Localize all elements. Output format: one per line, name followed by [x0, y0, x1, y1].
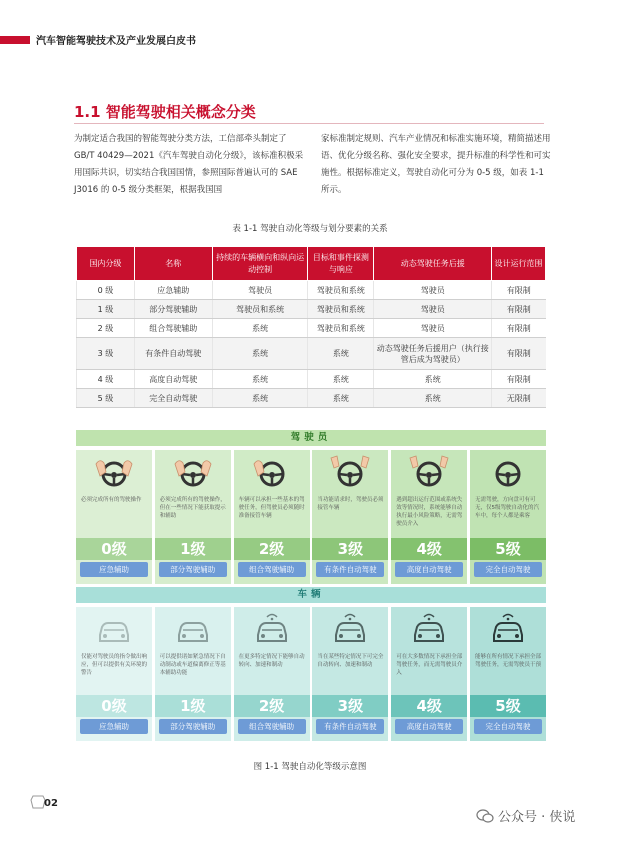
- table-cell: 完全自动驾驶: [134, 389, 212, 408]
- card-description: 无需驾驶，方向盘可有可无，仅5级驾驶自动化的汽车中，每个人都是乘客: [474, 497, 539, 519]
- table-row: [77, 338, 546, 370]
- card-illustration: [312, 607, 388, 651]
- card-description: 遇到超出运行范围或系统失效等情况时，系统能够自动执行最小风险策略，无需驾驶员介入: [396, 497, 463, 527]
- card-level-number: 1级: [155, 538, 231, 560]
- table-cell: 有限制: [492, 370, 546, 389]
- car-icon: [486, 611, 530, 647]
- table-cell: 0 级: [77, 281, 135, 300]
- page-number: 02: [44, 798, 58, 809]
- table-cell: 驾驶员: [374, 319, 492, 338]
- card-level-name: 组合驾驶辅助: [238, 719, 306, 734]
- table-cell: 有限制: [492, 281, 546, 300]
- steering-wheel-icon: [486, 454, 530, 490]
- card-illustration: [76, 607, 152, 651]
- table-cell: 高度自动驾驶: [134, 370, 212, 389]
- card-illustration: [391, 450, 467, 494]
- card-description: 必须完成所有的驾驶操作: [81, 497, 142, 503]
- card-level-number: 3级: [312, 538, 388, 560]
- table-cell: 系统: [212, 319, 308, 338]
- table-cell: 系统: [212, 370, 308, 389]
- table-cell: 系统: [308, 389, 374, 408]
- table-cell: 应急辅助: [134, 281, 212, 300]
- document-header-title: 汽车智能驾驶技术及产业发展白皮书: [36, 36, 196, 47]
- card-illustration: [155, 607, 231, 651]
- table-header-cell: 动态驾驶任务后援: [374, 247, 492, 281]
- figure-caption: 图 1-1 驾驶自动化等级示意图: [253, 762, 367, 772]
- card-illustration: [470, 450, 546, 494]
- card-level-name: 有条件自动驾驶: [316, 719, 384, 734]
- table-header-cell: 持续的车辆横向和纵向运动控制: [212, 247, 308, 281]
- watermark-text: 公众号 · 侠说: [498, 810, 576, 825]
- card-illustration: [155, 450, 231, 494]
- table-row: [77, 281, 546, 300]
- steering-wheel-icon: [328, 454, 372, 490]
- steering-wheel-icon: [92, 454, 136, 490]
- card-description: 在更多特定情况下能够自动转向、加速和制动: [238, 654, 305, 668]
- driver-level-card: [312, 450, 388, 584]
- watermark: [476, 806, 575, 825]
- card-level-name: 应急辅助: [80, 719, 148, 734]
- vehicle-level-card: [470, 607, 546, 741]
- card-illustration: [234, 450, 310, 494]
- table-cell: 系统: [308, 370, 374, 389]
- car-icon: [250, 611, 294, 647]
- driver-cards-row: [76, 450, 546, 584]
- card-description: 可以提供诸如紧急情况下自动制动或车道偏离修正等基本辅助功能: [159, 654, 226, 676]
- table-cell: 无限制: [492, 389, 546, 408]
- car-icon: [92, 611, 136, 647]
- table-header-cell: 目标和事件探测与响应: [308, 247, 374, 281]
- card-illustration: [76, 450, 152, 494]
- card-level-number: 4级: [391, 695, 467, 717]
- table-cell: 系统: [374, 370, 492, 389]
- section-divider: [74, 123, 544, 124]
- vehicle-level-card: [312, 607, 388, 741]
- table-row: [77, 300, 546, 319]
- card-level-name: 应急辅助: [80, 562, 148, 577]
- card-description: 必须完成所有的驾驶操作，但在一些情况下能获取提示和辅助: [159, 497, 226, 519]
- table-cell: 驾驶员: [374, 300, 492, 319]
- card-illustration: [234, 607, 310, 651]
- vehicle-level-card: [155, 607, 231, 741]
- intro-paragraph-left: 为制定适合我国的智能驾驶分类方法，工信部牵头制定了 GB/T 40429—2021《汽车驾驶自动化分级》，该标准积极采用国际共识，切实结合我国国情，参照国际普遍认可的 SAE J3016 的 0-5 级分类框架，根据我国国: [74, 134, 304, 195]
- table-cell: 有限制: [492, 300, 546, 319]
- driver-level-card: [391, 450, 467, 584]
- steering-wheel-icon: [250, 454, 294, 490]
- table-header-row: [77, 247, 546, 281]
- table-cell: 组合驾驶辅助: [134, 319, 212, 338]
- steering-wheel-icon: [407, 454, 451, 490]
- table-cell: 动态驾驶任务后援用户（执行接管后成为驾驶员）: [374, 338, 492, 370]
- vehicle-level-card: [391, 607, 467, 741]
- table-cell: 1 级: [77, 300, 135, 319]
- card-level-name: 组合驾驶辅助: [238, 562, 306, 577]
- card-description: 能够在所有情况下承担全部驾驶任务，无需驾驶员干预: [474, 654, 541, 668]
- table-cell: 系统: [308, 338, 374, 370]
- table-cell: 3 级: [77, 338, 135, 370]
- card-level-number: 5级: [470, 695, 546, 717]
- car-icon: [407, 611, 451, 647]
- driver-level-card: [155, 450, 231, 584]
- driver-level-card: [76, 450, 152, 584]
- card-level-name: 部分驾驶辅助: [159, 562, 227, 577]
- card-level-name: 完全自动驾驶: [474, 719, 542, 734]
- table-cell: 有限制: [492, 338, 546, 370]
- table-cell: 有条件自动驾驶: [134, 338, 212, 370]
- table-cell: 4 级: [77, 370, 135, 389]
- driver-level-card: [470, 450, 546, 584]
- vehicle-cards-row: [76, 607, 546, 741]
- card-level-number: 2级: [234, 695, 310, 717]
- table-row: [77, 319, 546, 338]
- header-accent-bar: [0, 36, 30, 44]
- vehicle-level-card: [76, 607, 152, 741]
- card-description: 仅能对驾驶员的指令做出响应，但可以提供有关环境的警告: [81, 654, 148, 676]
- table-cell: 2 级: [77, 319, 135, 338]
- table-header-cell: 名称: [134, 247, 212, 281]
- card-level-number: 5级: [470, 538, 546, 560]
- automation-levels-table: [76, 246, 546, 408]
- table-header-cell: 设计运行范围: [492, 247, 546, 281]
- card-level-number: 3级: [312, 695, 388, 717]
- table-header-cell: 国内分级: [77, 247, 135, 281]
- card-description: 当在某些特定情况下可完全自动转向、加速和制动: [317, 654, 384, 668]
- card-level-number: 4级: [391, 538, 467, 560]
- card-level-name: 完全自动驾驶: [474, 562, 542, 577]
- car-icon: [328, 611, 372, 647]
- table-cell: 5 级: [77, 389, 135, 408]
- table-row: [77, 389, 546, 408]
- card-illustration: [312, 450, 388, 494]
- card-description: 当功能请求时，驾驶员必须接管车辆: [317, 497, 384, 511]
- card-description: 可在大多数情况下承担全部驾驶任务，而无需驾驶员介入: [396, 654, 463, 676]
- table-row: [77, 370, 546, 389]
- driver-level-card: [234, 450, 310, 584]
- vehicle-band-label: 车辆: [76, 587, 546, 603]
- card-level-number: 1级: [155, 695, 231, 717]
- vehicle-level-card: [234, 607, 310, 741]
- table-cell: 驾驶员和系统: [308, 300, 374, 319]
- card-level-name: 高度自动驾驶: [395, 719, 463, 734]
- wechat-icon: [476, 808, 494, 824]
- table-cell: 驾驶员: [374, 281, 492, 300]
- card-level-name: 部分驾驶辅助: [159, 719, 227, 734]
- table-cell: 系统: [212, 389, 308, 408]
- card-illustration: [391, 607, 467, 651]
- card-level-number: 0级: [76, 538, 152, 560]
- table-cell: 部分驾驶辅助: [134, 300, 212, 319]
- table-cell: 驾驶员和系统: [308, 319, 374, 338]
- card-level-number: 2级: [234, 538, 310, 560]
- card-description: 车辆可以承担一些基本的驾驶任务，但驾驶员必须随时准备接管车辆: [238, 497, 305, 519]
- table-cell: 系统: [374, 389, 492, 408]
- driver-band-label: 驾驶员: [76, 430, 546, 446]
- table-cell: 驾驶员和系统: [212, 300, 308, 319]
- card-level-name: 高度自动驾驶: [395, 562, 463, 577]
- car-icon: [171, 611, 215, 647]
- table-cell: 系统: [212, 338, 308, 370]
- card-level-name: 有条件自动驾驶: [316, 562, 384, 577]
- card-illustration: [470, 607, 546, 651]
- steering-wheel-icon: [171, 454, 215, 490]
- section-title: 1.1 智能驾驶相关概念分类: [74, 103, 256, 121]
- intro-paragraph-right: 家标准制定规则、汽车产业情况和标准实施环境，精简描述用语、优化分级名称、强化安全要求，提升标准的科学性和可实施性。根据标准定义，驾驶自动化可分为 0-5 级，如表 1-1 所示。: [321, 134, 551, 195]
- table-caption: 表 1-1 驾驶自动化等级与划分要素的关系: [232, 224, 388, 234]
- table-cell: 驾驶员和系统: [308, 281, 374, 300]
- table-cell: 有限制: [492, 319, 546, 338]
- automation-levels-figure: [76, 430, 546, 744]
- card-level-number: 0级: [76, 695, 152, 717]
- table-cell: 驾驶员: [212, 281, 308, 300]
